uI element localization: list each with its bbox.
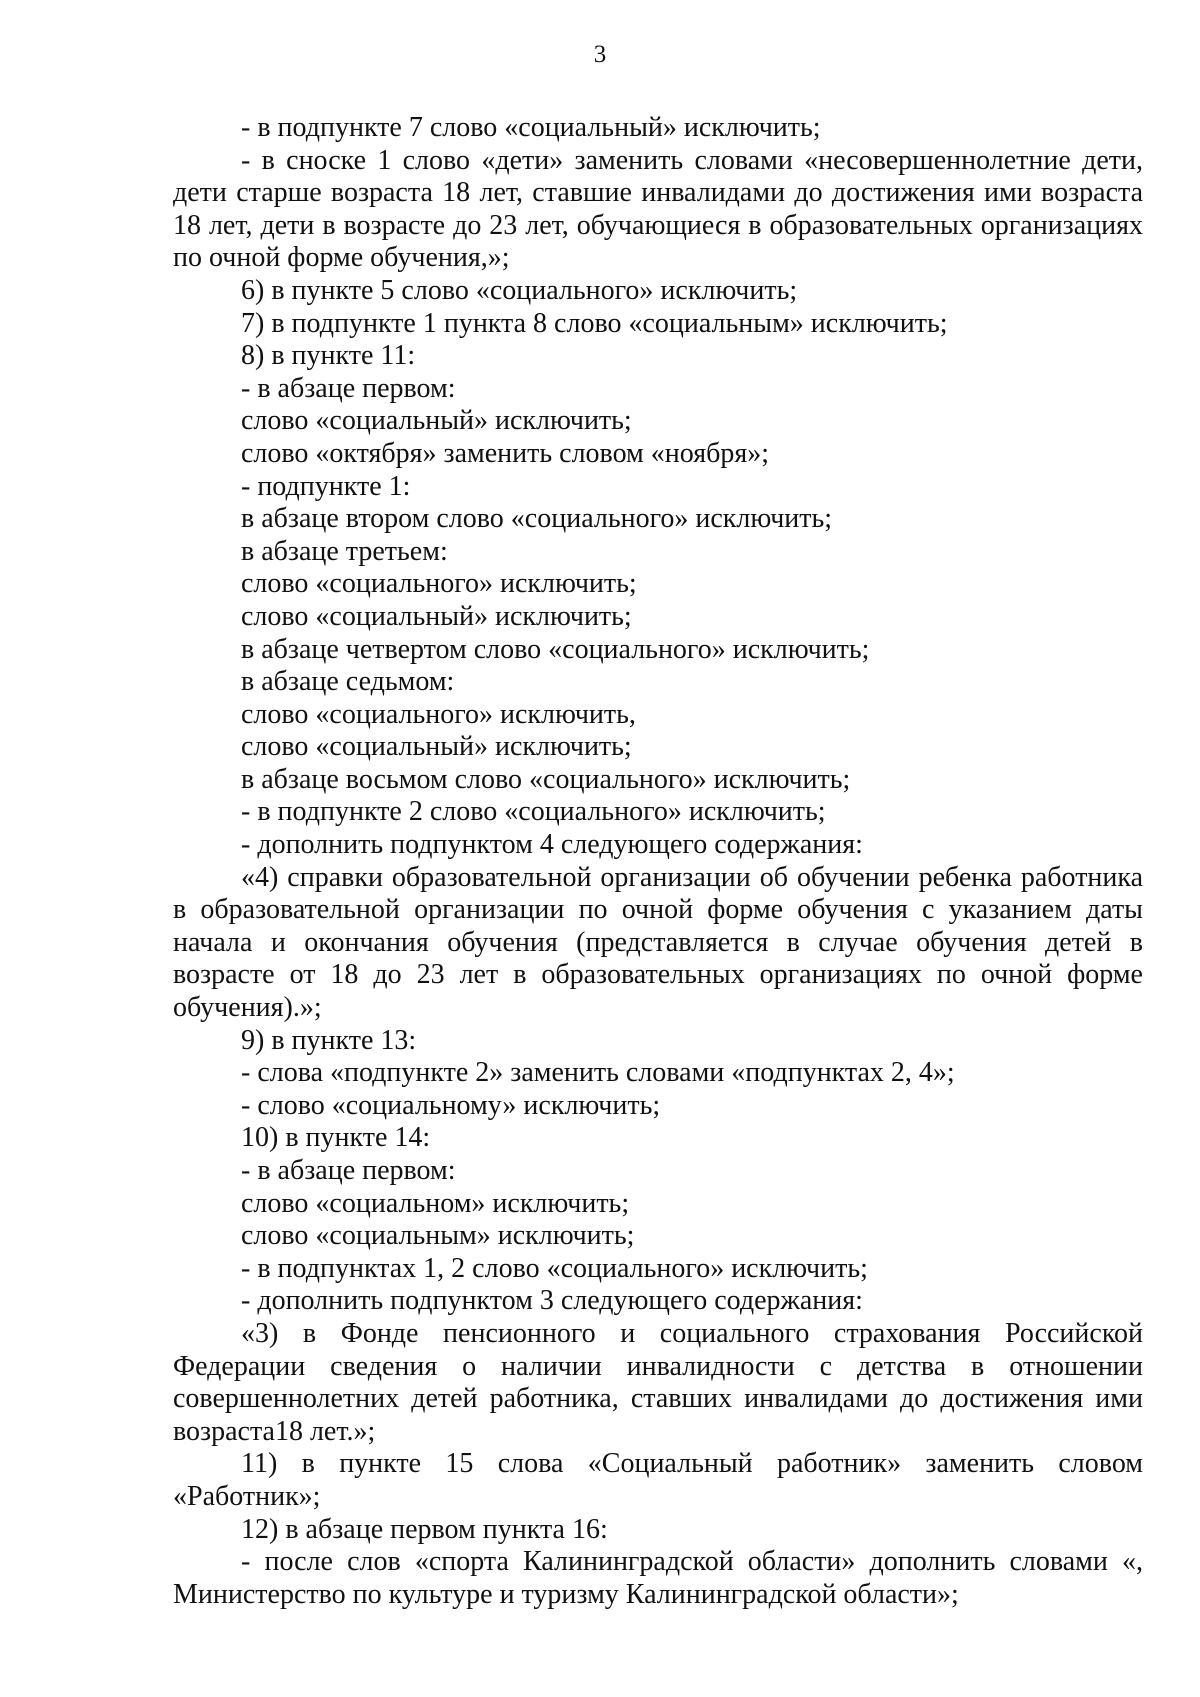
- paragraph: 6) в пункте 5 слово «социального» исключить;: [241, 274, 798, 306]
- paragraph: - в подпункте 7 слово «социальный» исключить;: [241, 112, 821, 143]
- paragraph: - в абзаце первом:: [241, 372, 456, 404]
- paragraph: в абзаце восьмом слово «социального» исключить;: [241, 763, 851, 795]
- paragraph: 7) в подпункте 1 пункта 8 слово «социальным» исключить;: [241, 307, 948, 339]
- paragraph: в абзаце третьем:: [241, 535, 448, 567]
- paragraph: 11) в пункте 15 слова «Социальный работник» заменить словом «Работник»;: [173, 1448, 1143, 1512]
- paragraph: в абзаце втором слово «социального» исключить;: [241, 503, 833, 535]
- paragraph: слово «октября» заменить словом «ноября»;: [241, 437, 769, 469]
- paragraph: - подпункте 1:: [241, 470, 411, 502]
- paragraph: - в абзаце первом:: [241, 1155, 456, 1186]
- paragraph: слово «социального» исключить;: [241, 568, 637, 600]
- paragraph: - в подпунктах 1, 2 слово «социального» исключить;: [241, 1252, 868, 1284]
- document-body: [173, 112, 1143, 1611]
- paragraph: 10) в пункте 14:: [241, 1122, 431, 1154]
- paragraph: слово «социального» исключить,: [241, 698, 636, 730]
- paragraph: в абзаце седьмом:: [241, 666, 455, 698]
- paragraph: в абзаце четвертом слово «социального» исключить;: [241, 633, 870, 665]
- paragraph: - дополнить подпунктом 4 следующего содержания:: [241, 829, 863, 861]
- paragraph: 8) в пункте 11:: [241, 340, 416, 372]
- paragraph: - слово «социальному» исключить;: [241, 1089, 661, 1121]
- paragraph: - в сноске 1 слово «дети» заменить словами «несовершеннолетние дети, дети старше возраста 18 лет, ставшие инвалидами до достижения ими возраста 18 лет, дети в возрасте до 23 лет, обучающиеся в образовательных организациях по очной форме обучения,»;: [173, 144, 1143, 274]
- paragraph: - дополнить подпунктом 3 следующего содержания:: [241, 1285, 863, 1317]
- paragraph: «4) справки образовательной организации об обучении ребенка работника в образовательной организации по очной форме обучения с указанием даты начала и окончания обучения (представляется в случае обучения детей в возрасте от 18 до 23 лет в образовательных организациях по очной форме обучения).»;: [173, 861, 1143, 1024]
- paragraph: 12) в абзаце первом пункта 16:: [241, 1513, 608, 1545]
- paragraph: «3) в Фонде пенсионного и социального страхования Российской Федерации сведения о наличии инвалидности с детства в отношении совершеннолетних детей работника, ставших инвалидами до достижения ими возраста18 лет.»;: [173, 1317, 1143, 1447]
- paragraph: слово «социальным» исключить;: [241, 1220, 635, 1252]
- paragraph: - после слов «спорта Калининградской области» дополнить словами «, Министерство по культуре и туризму Калининградской области»;: [173, 1546, 1143, 1610]
- paragraph: - в подпункте 2 слово «социального» исключить;: [241, 796, 826, 828]
- paragraph: - слова «подпункте 2» заменить словами «подпунктах 2, 4»;: [241, 1057, 955, 1089]
- paragraph: слово «социальный» исключить;: [241, 731, 632, 763]
- paragraph: слово «социальном» исключить;: [241, 1187, 630, 1219]
- paragraph: слово «социальный» исключить;: [241, 405, 632, 437]
- paragraph: слово «социальный» исключить;: [241, 600, 632, 632]
- page-number: 3: [593, 41, 607, 68]
- paragraph: 9) в пункте 13:: [241, 1024, 417, 1056]
